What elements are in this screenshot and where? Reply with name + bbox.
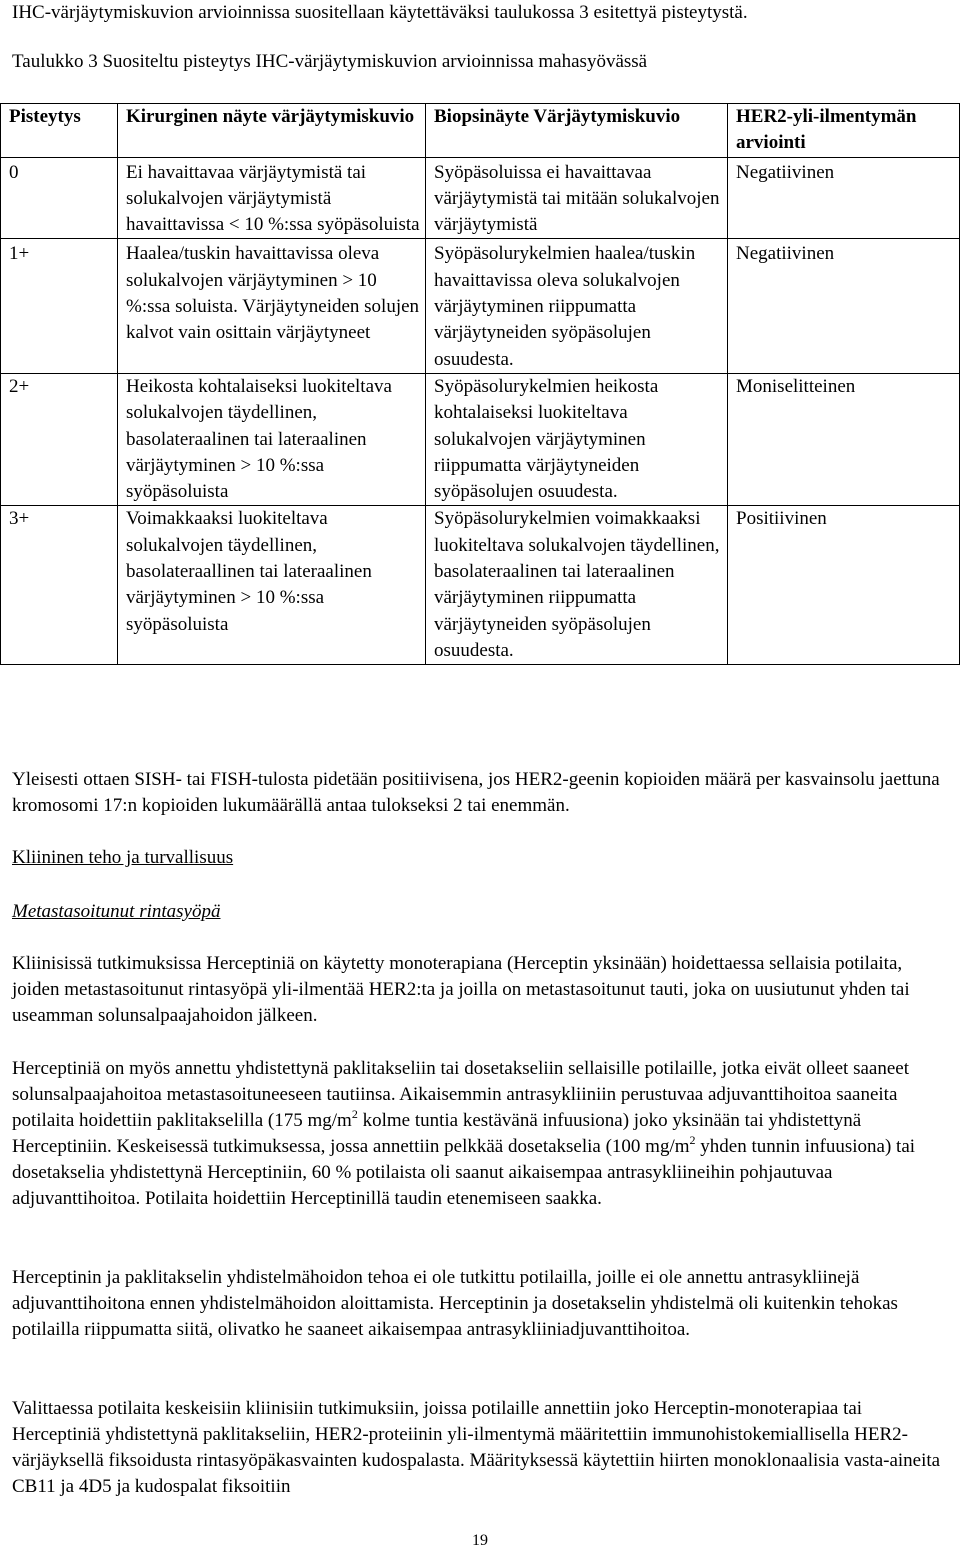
cell-surgical: Voimakkaaksi luokiteltava solukalvojen täydellinen, basolateraallinen tai lateraalinen värjäytyminen > 10 %:ssa syöpäsoluista	[118, 506, 426, 665]
paragraph-patient-selection: Valittaessa potilaita keskeisiin kliinisiin tutkimuksiin, joissa potilaille annettiin joko Herceptin-monoterapiaa tai Herceptiniä yhdistettynä paklitakseliin, HER2-proteiinin yli-ilmentymä määritettiin immunohistokemiallisella HER2-värjäyksellä fiksoidusta rintasyöpäkasvainten kudospalasta. Määrityksessä käytettiin hiirten monoklonaalisia vasta-aineita CB11 ja 4D5 ja kudospalat fiksoitiin	[12, 1398, 941, 1497]
cell-biopsy: Syöpäsolurykelmien haalea/tuskin havaittavissa oleva solukalvojen värjäytyminen riippumatta värjäytyneiden syöpäsolujen osuudesta.	[426, 239, 728, 373]
cell-biopsy: Syöpäsolurykelmien voimakkaaksi luokiteltava solukalvojen täydellinen, basolateraalinen tai lateraalinen värjäytyminen riippumatta värjäytyneiden syöpäsolujen osuudesta.	[426, 506, 728, 665]
cell-assessment: Negatiivinen	[728, 157, 960, 239]
paragraph-monotherapy: Kliinisissä tutkimuksissa Herceptiniä on käytetty monoterapiana (Herceptin yksinään) hoidettaessa sellaisia potilaita, joiden metastasoitunut rintasyöpä yli-ilmentää HER2:ta ja joilla on metastasoitunut tauti, joka on uusiutunut yhden tai useamman solunsalpaajahoidon jälkeen.	[12, 953, 910, 1026]
paragraph-sish-fish: Yleisesti ottaen SISH- tai FISH-tulosta pidetään positiivisena, jos HER2-geenin kopioiden määrä per kasvainsolu jaettuna kromosomi 17:n kopioiden lukumäärällä antaa tulokseksi 2 tai enemmän.	[12, 769, 940, 816]
cell-score: 2+	[1, 373, 118, 505]
cell-score: 1+	[1, 239, 118, 373]
header-assessment: HER2-yli-ilmentymän arviointi	[728, 104, 960, 158]
table-header-row	[1, 104, 960, 158]
cell-surgical: Haalea/tuskin havaittavissa oleva solukalvojen värjäytyminen > 10 %:ssa soluista. Värjäytyneiden solujen kalvot vain osittain värjäytyneet	[118, 239, 426, 373]
header-biopsy: Biopsinäyte Värjäytymiskuvio	[426, 104, 728, 158]
heading-metastatic-breast-cancer: Metastasoitunut rintasyöpä	[12, 901, 221, 922]
table-caption: Taulukko 3 Suositeltu pisteytys IHC-värjäytymiskuvion arvioinnissa mahasyövässä	[12, 51, 648, 72]
cell-biopsy: Syöpäsoluissa ei havaittavaa värjäytymistä tai mitään solukalvojen värjäytymistä	[426, 157, 728, 239]
cell-score: 0	[1, 157, 118, 239]
table-row	[1, 239, 960, 373]
table-row	[1, 373, 960, 505]
cell-assessment: Positiivinen	[728, 506, 960, 665]
header-score: Pisteytys	[1, 104, 118, 158]
cell-assessment: Negatiivinen	[728, 239, 960, 373]
header-surgical: Kirurginen näyte värjäytymiskuvio	[118, 104, 426, 158]
scoring-table	[0, 103, 960, 665]
table-row	[1, 157, 960, 239]
heading-clinical-efficacy: Kliininen teho ja turvallisuus	[12, 847, 234, 868]
cell-score: 3+	[1, 506, 118, 665]
intro-sentence: IHC-värjäytymiskuvion arvioinnissa suositellaan käytettäväksi taulukossa 3 esitettyä pisteytystä.	[12, 2, 748, 23]
cell-biopsy: Syöpäsolurykelmien heikosta kohtalaiseksi luokiteltava solukalvojen värjäytyminen riippumatta värjäytyneiden syöpäsolujen osuudesta.	[426, 373, 728, 505]
cell-surgical: Heikosta kohtalaiseksi luokiteltava solukalvojen täydellinen, basolateraalinen tai lateraalinen värjäytyminen > 10 %:ssa syöpäsoluista	[118, 373, 426, 505]
cell-surgical: Ei havaittavaa värjäytymistä tai solukalvojen värjäytymistä havaittavissa < 10 %:ssa syöpäsoluista	[118, 157, 426, 239]
page-number: 19	[472, 1532, 488, 1549]
paragraph-efficacy: Herceptinin ja paklitakselin yhdistelmähoidon tehoa ei ole tutkittu potilailla, joille ei ole annettu antrasykliinejä adjuvanttihoitona ennen yhdistelmähoidon aloittamista. Herceptinin ja dosetakselin yhdistelmä oli kuitenkin tehokas potilailla riippumatta siitä, olivatko he saaneet aikaisempaa antrasykliiniadjuvanttihoitoa.	[12, 1267, 898, 1340]
paragraph-combination: Herceptiniä on myös annettu yhdistettynä paklitakseliin tai dosetakseliin sellaisille potilaille, jotka eivät olleet saaneet solunsalpaajahoitoa metastasoituneeseen tautiinsa. Aikaisemmin antrasykliiniin perustuvaa adjuvanttihoitoa saaneita potilaita hoidettiin paklitakselilla (175 $mg/m^2$ kolme tuntia kestävänä infuusiona) joko yksinään tai yhdistettynä Herceptiniin. Keskeisessä tutkimuksessa, jossa annettiin pelkkää dosetakselia (100 $mg/m^2$ yhden tunnin infuusiona) tai dosetakselia yhdistettynä Herceptiniin, 60 % potilaista oli saanut aikaisempaa antrasykliineihin pohjautuvaa adjuvanttihoitoa. Potilaita hoidettiin Herceptinillä taudin etenemiseen saakka.	[12, 1058, 916, 1209]
table-row	[1, 506, 960, 665]
cell-assessment: Moniselitteinen	[728, 373, 960, 505]
